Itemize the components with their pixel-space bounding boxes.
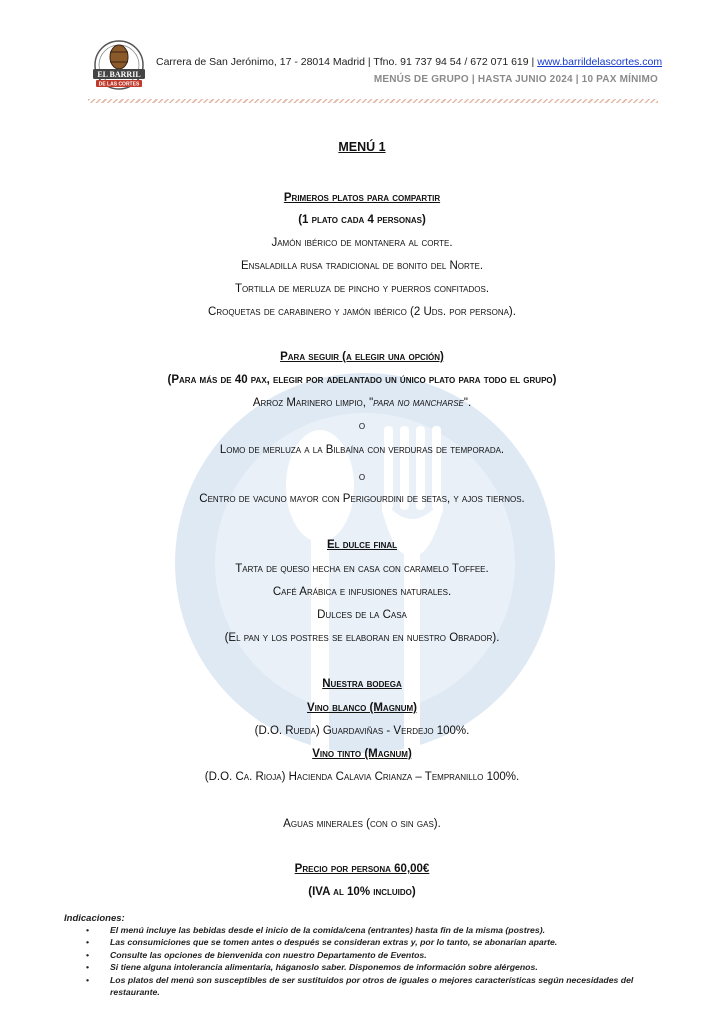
note-item	[64, 936, 664, 948]
notes-title: Indicaciones:	[64, 913, 125, 924]
bullet: •	[86, 925, 90, 935]
note-item	[64, 974, 664, 999]
second-course-heading: Para seguir (a elegir una opción)	[280, 351, 444, 363]
note-text: Las consumiciones que se tomen antes o después se consideran extras y, por lo tanto, se abonarían aparte.	[110, 937, 558, 948]
bullet: •	[86, 962, 90, 973]
menu-item: Tortilla de merluza de pincho y puerros confitados.	[234, 283, 490, 295]
red-wine-label: Vino tinto (Magnum)	[312, 748, 412, 760]
note-text: El menú incluye las bebidas desde el inicio de la comida/cena (entrantes) hasta fin de la misma (postres).	[110, 925, 545, 935]
menu-item: (El pan y los postres se elaboran en nuestro Obrador).	[224, 632, 500, 644]
menu-option-1	[60, 397, 664, 409]
bullet: •	[86, 937, 90, 948]
menu-option-2: Lomo de merluza a la Bilbaína con verduras de temporada.	[219, 444, 505, 456]
menu-item: Croquetas de carabinero y jamón ibérico (2 Uds. por persona).	[208, 306, 516, 318]
price-line: Precio por persona 60,00€	[294, 863, 430, 875]
dessert-heading: El dulce final	[326, 539, 398, 551]
or-separator: o	[358, 420, 366, 432]
contact-text: Carrera de San Jerónimo, 17 - 28014 Madrid | Tfno. 91 737 94 54 / 672 071 619 |	[156, 56, 538, 68]
first-course-heading: Primeros platos para compartir	[283, 192, 441, 204]
bullet: •	[86, 949, 90, 960]
option-1-end: ".	[463, 397, 472, 409]
menu-item: Jamón ibérico de montanera al corte.	[271, 237, 453, 249]
first-course-note: (1 plato cada 4 personas)	[298, 214, 426, 226]
bullet: •	[86, 974, 90, 985]
menu-subtitle: MENÚS DE GRUPO | HASTA JUNIO 2024 | 10 PAX MÍNIMO	[373, 74, 658, 85]
note-item	[64, 949, 664, 961]
note-text: Los platos del menú son susceptibles de ser sustituidos por otros de iguales o mejores características según necesidades del restaurante.	[110, 974, 634, 998]
menu-item: Café Arábica e infusiones naturales.	[272, 586, 452, 598]
menu-option-3: Centro de vacuno mayor con Perigourdini de setas, y ajos tiernos.	[199, 493, 525, 505]
menu-item: Tarta de queso hecha en casa con caramelo Toffee.	[235, 563, 489, 575]
second-course-note: (Para más de 40 pax, elegir por adelantado un único plato para todo el grupo)	[167, 374, 557, 386]
note-text: Si tiene alguna intolerancia alimentaria, háganoslo saber. Disponemos de información sobre alérgenos.	[110, 962, 538, 973]
menu-title: MENÚ 1	[338, 140, 386, 154]
note-text: Consulte las opciones de bienvenida con nuestro Departamento de Eventos.	[110, 949, 427, 960]
white-wine-label: Vino blanco (Magnum)	[307, 702, 417, 714]
red-wine: (D.O. Ca. Rioja) Hacienda Calavia Crianza – Tempranillo 100%.	[204, 771, 520, 783]
notes-section	[64, 913, 664, 998]
water: Aguas minerales (con o sin gas).	[283, 818, 441, 830]
option-1-text: Arroz Marinero limpio, "	[252, 397, 374, 409]
menu-item: Ensaladilla rusa tradicional de bonito del Norte.	[240, 260, 484, 272]
white-wine: (D.O. Rueda) Guardaviñas - Verdejo 100%.	[254, 725, 470, 737]
website-link[interactable]: www.barrildelascortes.com	[537, 56, 663, 68]
wine-heading: Nuestra bodega	[322, 678, 402, 690]
logo-text-top: EL BARRIL	[97, 70, 141, 79]
vat-line: (IVA al 10% incluido)	[308, 886, 416, 898]
logo-text-bottom: DE LAS CORTES	[98, 81, 140, 88]
or-separator: o	[358, 471, 366, 483]
menu-item: Dulces de la Casa	[317, 609, 407, 621]
option-1-italic: para no mancharse	[373, 397, 464, 409]
note-item	[64, 924, 664, 936]
note-item	[64, 961, 664, 973]
